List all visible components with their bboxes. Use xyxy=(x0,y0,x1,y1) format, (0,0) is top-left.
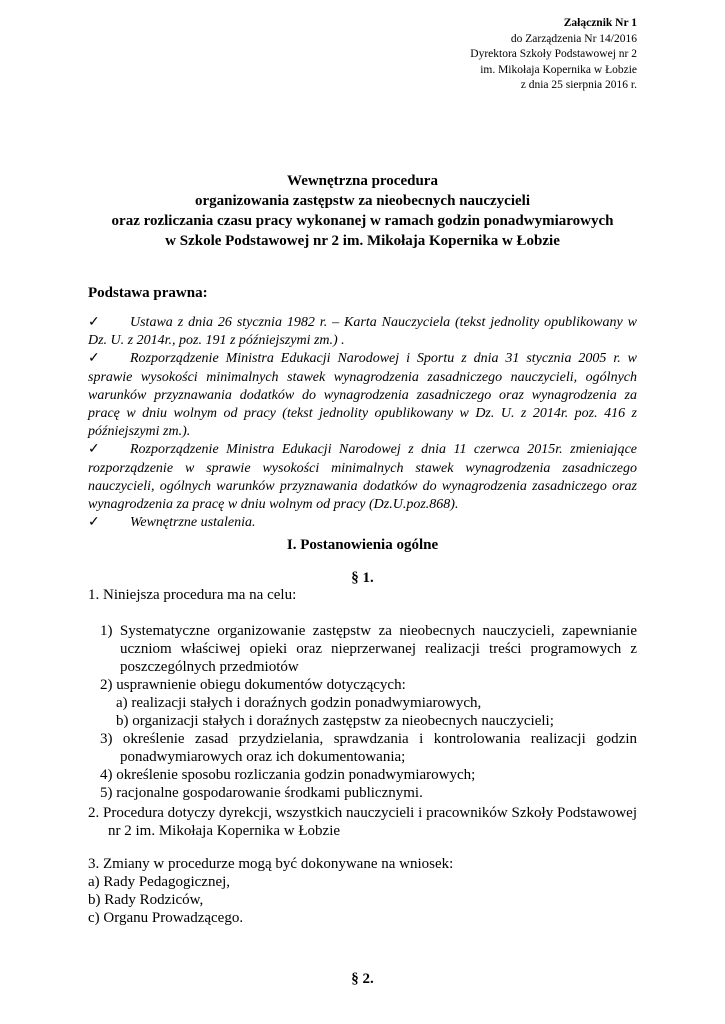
annex-title: Załącznik Nr 1 xyxy=(563,17,637,29)
legal-basis-item xyxy=(88,514,637,532)
amendment-item: b) Rady Rodziców, xyxy=(88,892,204,908)
legal-basis-text: Ustawa z dnia 26 stycznia 1982 r. – Karta Nauczyciela (tekst jednolity opublikowany w Dz. U. z 2014r., poz. 191 z późniejszymi zm.) . xyxy=(88,315,637,349)
legal-basis-list xyxy=(88,314,637,532)
title-line-4: w Szkole Podstawowej nr 2 im. Mikołaja Kopernika w Łobzie xyxy=(165,233,560,249)
goal-item-3: 3) określenie zasad przydzielania, sprawdzania i kontrolowania realizacji godzin ponadwymiarowych oraz ich dokumentowania; xyxy=(100,731,637,765)
legal-basis-heading: Podstawa prawna: xyxy=(88,285,208,301)
legal-basis-item xyxy=(88,441,637,514)
annex-line-3: im. Mikołaja Kopernika w Łobzie xyxy=(480,63,637,76)
paragraph-heading-2: § 2. xyxy=(351,971,374,987)
section-heading: I. Postanowienia ogólne xyxy=(286,537,439,553)
scope-paragraph: 2. Procedura dotyczy dyrekcji, wszystkich nauczycieli i pracowników Szkoły Podstawowej nr 2 im. Mikołaja Kopernika w Łobzie xyxy=(88,805,637,839)
amendments-intro: 3. Zmiany w procedurze mogą być dokonywane na wniosek: xyxy=(88,856,454,872)
goal-item-2b: b) organizacji stałych i doraźnych zastępstw za nieobecnych nauczycieli; xyxy=(116,713,554,729)
annex-header xyxy=(470,16,637,94)
checkmark-icon: ✓ xyxy=(88,315,100,330)
legal-basis-text: Rozporządzenie Ministra Edukacji Narodowej i Sportu z dnia 31 stycznia 2005 r. w sprawie wysokości minimalnych stawek wynagrodzenia zasadniczego nauczycieli, ogólnych warunków przyznawania dodatków do wynagrodzenia zasadniczego oraz wynagrodzenia za pracę w dniu wolnym od pracy (tekst jednolity opublikowany w Dz. U. z 2014r. poz. 416 z późniejszymi zm.). xyxy=(88,351,637,440)
purpose-intro: 1. Niniejsza procedura ma na celu: xyxy=(88,587,297,603)
legal-basis-item xyxy=(88,314,637,350)
goal-item-1: 1) Systematyczne organizowanie zastępstw za nieobecnych nauczycieli, zapewnianie uczniom właściwej opieki oraz nieprzerwanej realizacji treści programowych z poszczególnych przedmiotów xyxy=(100,623,637,675)
checkmark-icon: ✓ xyxy=(88,351,100,367)
goals-list xyxy=(100,622,637,802)
checkmark-icon: ✓ xyxy=(88,442,100,458)
legal-basis-text: Wewnętrzne ustalenia. xyxy=(130,515,256,531)
legal-basis-item xyxy=(88,350,637,441)
paragraph-heading-1: § 1. xyxy=(351,570,374,586)
goal-item-5: 5) racjonalne gospodarowanie środkami publicznymi. xyxy=(100,785,423,801)
title-line-3: oraz rozliczania czasu pracy wykonanej w ramach godzin ponadwymiarowych xyxy=(111,213,614,229)
amendment-item: a) Rady Pedagogicznej, xyxy=(88,874,231,890)
title-line-2: organizowania zastępstw za nieobecnych nauczycieli xyxy=(195,193,530,209)
amendment-item: c) Organu Prowadzącego. xyxy=(88,910,244,926)
amendments-list xyxy=(88,855,637,927)
annex-line-2: Dyrektora Szkoły Podstawowej nr 2 xyxy=(470,48,637,60)
legal-basis-text: Rozporządzenie Ministra Edukacji Narodowej z dnia 11 czerwca 2015r. zmieniające rozporządzenie w sprawie wysokości minimalnych stawek wynagrodzenia zasadniczego nauczycieli, ogólnych warunków przyznawania dodatków do wynagrodzenia zasadniczego oraz wynagrodzenia za pracę w dniu wolnym od pracy (Dz.U.poz.868). xyxy=(88,442,637,513)
annex-line-1: do Zarządzenia Nr 14/2016 xyxy=(510,32,637,45)
annex-line-4: z dnia 25 sierpnia 2016 r. xyxy=(520,79,637,91)
document-title xyxy=(60,171,665,251)
goal-item-2: 2) usprawnienie obiegu dokumentów dotyczących: xyxy=(100,677,406,693)
title-line-1: Wewnętrzna procedura xyxy=(287,173,438,189)
goal-item-2a: a) realizacji stałych i doraźnych godzin ponadwymiarowych, xyxy=(116,695,482,711)
goal-item-4: 4) określenie sposobu rozliczania godzin ponadwymiarowych; xyxy=(100,767,476,783)
checkmark-icon: ✓ xyxy=(88,515,100,531)
